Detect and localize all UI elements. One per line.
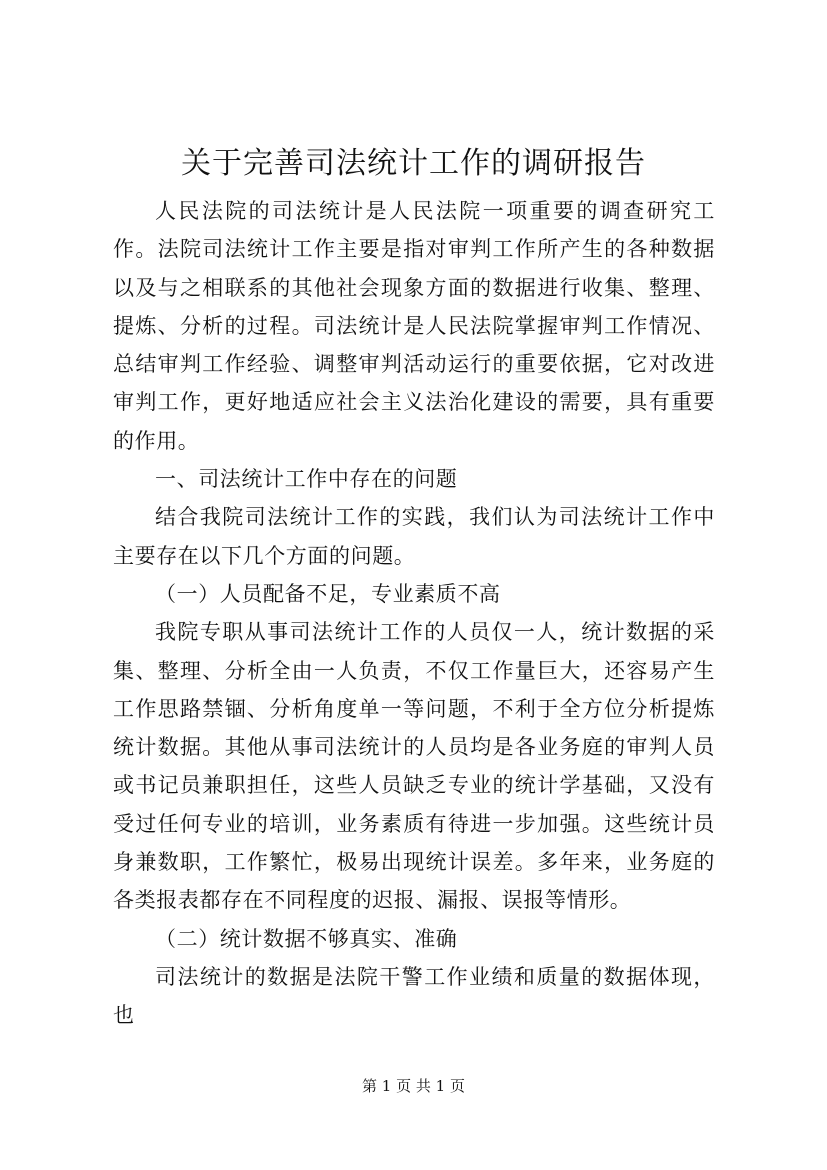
document-body [113, 192, 715, 1035]
section-intro-paragraph: 结合我院司法统计工作的实践，我们认为司法统计工作中主要存在以下几个方面的问题。 [113, 505, 715, 568]
subsection-1-paragraph: 我院专职从事司法统计工作的人员仅一人，统计数据的采集、整理、分析全由一人负责，不仅工作量巨大，还容易产生工作思路禁锢、分析角度单一等问题，不利于全方位分析提炼统计数据。其他从事司法统计的人员均是各业务庭的审判人员或书记员兼职担任，这些人员缺乏专业的统计学基础，又没有受过任何专业的培训，业务素质有待进一步加强。这些统计员身兼数职，工作繁忙，极易出现统计误差。多年来，业务庭的各类报表都存在不同程度的迟报、漏报、误报等情形。 [113, 620, 715, 913]
section-heading-1: 一、司法统计工作中存在的问题 [155, 467, 458, 492]
subsection-2-paragraph: 司法统计的数据是法院干警工作业绩和质量的数据体现，也 [113, 964, 715, 1028]
document-title: 关于完善司法统计工作的调研报告 [181, 146, 646, 181]
intro-paragraph: 人民法院的司法统计是人民法院一项重要的调查研究工作。法院司法统计工作主要是指对审判工作所产生的各种数据以及与之相联系的其他社会现象方面的数据进行收集、整理、提炼、分析的过程。司法统计是人民法院掌握审判工作情况、总结审判工作经验、调整审判活动运行的重要依据，它对改进审判工作，更好地适应社会主义法治化建设的需要，具有重要的作用。 [113, 199, 715, 453]
page-footer: 第 1 页 共 1 页 [362, 1077, 465, 1095]
subsection-heading-1: （一）人员配备不足，专业素质不高 [155, 581, 501, 606]
subsection-heading-2: （二）统计数据不够真实、准确 [155, 926, 458, 951]
